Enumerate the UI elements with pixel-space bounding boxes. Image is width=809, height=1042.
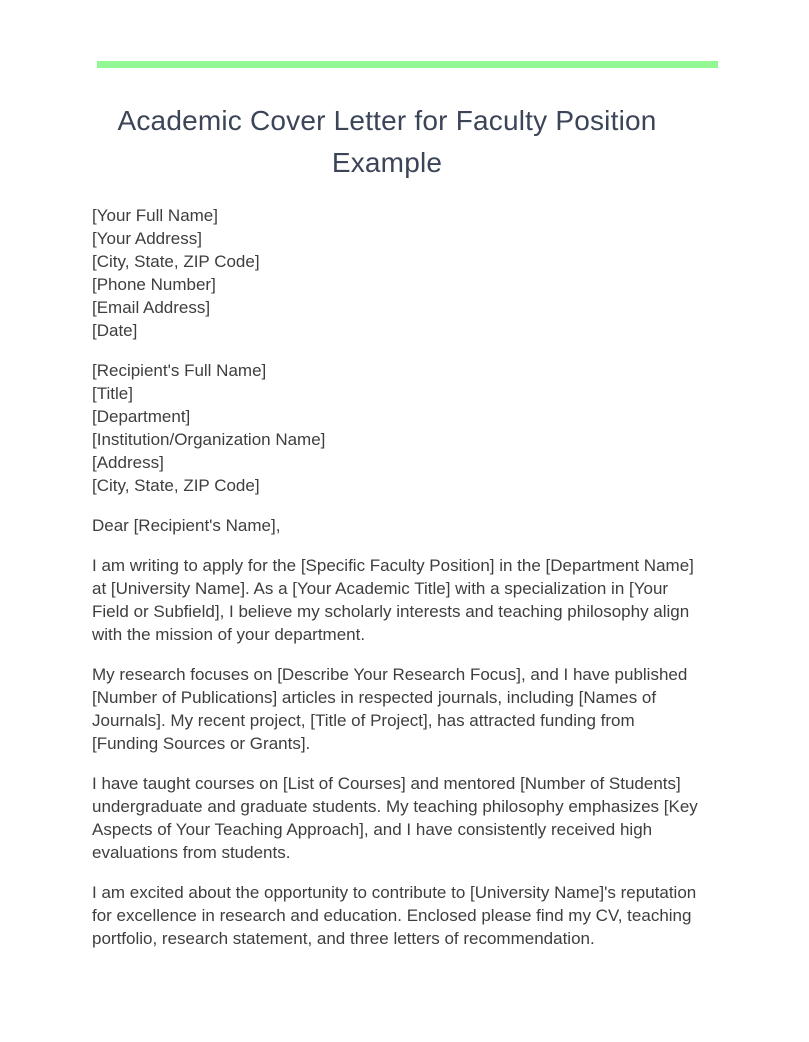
sender-email: [Email Address] bbox=[92, 298, 211, 317]
sender-city-state-zip: [City, State, ZIP Code] bbox=[92, 252, 260, 271]
letter-content bbox=[92, 100, 704, 950]
recipient-city-state-zip: [City, State, ZIP Code] bbox=[92, 476, 260, 495]
sender-address-block bbox=[92, 204, 704, 342]
page-title: Academic Cover Letter for Faculty Position Example bbox=[117, 105, 657, 178]
recipient-department: [Department] bbox=[92, 407, 191, 426]
paragraph-closing: I am excited about the opportunity to contribute to [University Name]'s reputation for excellence in research and education. Enclosed please find my CV, teaching portfolio, research statement, and three letters of recommendation. bbox=[92, 883, 697, 948]
recipient-institution: [Institution/Organization Name] bbox=[92, 430, 326, 449]
sender-full-name: [Your Full Name] bbox=[92, 206, 218, 225]
sender-phone: [Phone Number] bbox=[92, 275, 216, 294]
recipient-title: [Title] bbox=[92, 384, 133, 403]
recipient-address-block bbox=[92, 359, 704, 497]
sender-address: [Your Address] bbox=[92, 229, 202, 248]
paragraph-teaching: I have taught courses on [List of Courses] and mentored [Number of Students] undergraduate and graduate students. My teaching philosophy emphasizes [Key Aspects of Your Teaching Approach], and I have consistently received high evaluations from students. bbox=[92, 774, 698, 862]
letter-date: [Date] bbox=[92, 321, 138, 340]
paragraph-research: My research focuses on [Describe Your Research Focus], and I have published [Number of Publications] articles in respected journals, including [Names of Journals]. My recent project, [Title of Project], has attracted funding from [Funding Sources or Grants]. bbox=[92, 665, 688, 753]
recipient-address: [Address] bbox=[92, 453, 164, 472]
accent-bar bbox=[97, 61, 718, 68]
paragraph-introduction: I am writing to apply for the [Specific Faculty Position] in the [Department Name] at [University Name]. As a [Your Academic Title] with a specialization in [Your Field or Subfield], I believe my scholarly interests and teaching philosophy align with the mission of your department. bbox=[92, 556, 694, 644]
salutation: Dear [Recipient's Name], bbox=[92, 516, 281, 535]
recipient-full-name: [Recipient's Full Name] bbox=[92, 361, 267, 380]
